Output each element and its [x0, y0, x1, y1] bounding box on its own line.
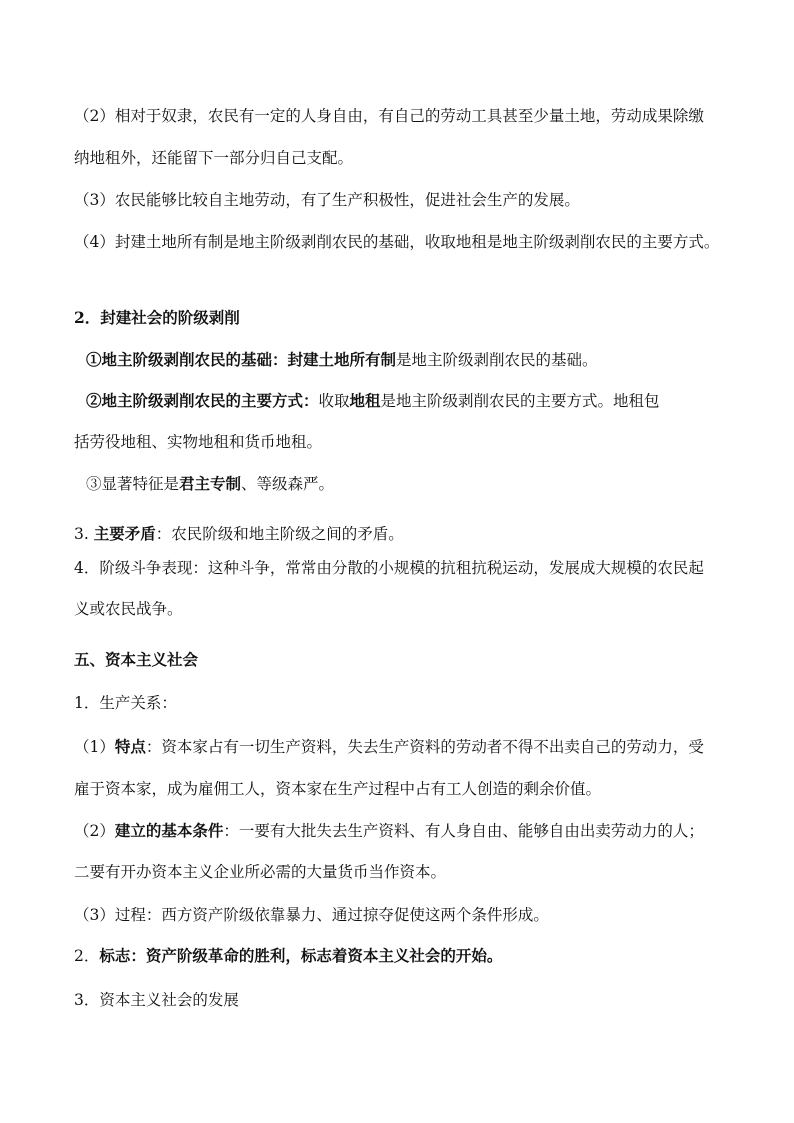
sub-item-2-marker	[74, 946, 734, 966]
circled-item-1	[86, 350, 746, 370]
text-span: 1．生产关系：	[74, 694, 177, 712]
bold-span: 封建土地所有制	[287, 350, 397, 369]
text-span: （3）过程：西方资产阶级依靠暴力、通过掠夺促使这两个条件形成。	[74, 906, 549, 924]
text-span: 是地主阶级剥削农民的主要方式。地租包	[380, 392, 660, 410]
bold-span: ②地主阶级剥削农民的主要方式：	[86, 391, 319, 410]
text-span: （3）农民能够比较自主地劳动，有了生产积极性，促进社会生产的发展。	[74, 191, 580, 209]
text-span: 2．	[74, 947, 100, 965]
sub-item-1b	[74, 821, 734, 841]
bold-span: 标志：资产阶级革命的胜利，标志着资本主义社会的开始。	[99, 946, 503, 965]
text-span: 3.	[74, 525, 94, 543]
text-span: 收取	[318, 392, 350, 410]
text-span: （2）相对于奴隶，农民有一定的人身自由，有自己的劳动工具甚至少量土地，劳动成果除缴	[74, 107, 704, 125]
section-heading-capitalism	[74, 650, 734, 670]
circled-item-3	[86, 474, 746, 494]
text-span: 纳地租外，还能留下一部分归自己支配。	[74, 149, 354, 167]
text-span: 是地主阶级剥削农民的基础。	[396, 351, 598, 369]
sub-item-3-development	[74, 990, 734, 1010]
bold-span: ①地主阶级剥削农民的基础：	[86, 350, 288, 369]
circled-item-2-cont	[74, 432, 734, 452]
sub-item-1b-cont	[74, 862, 734, 882]
text-span: 义或农民战争。	[74, 600, 183, 618]
item-4-class-struggle	[74, 558, 734, 578]
text-span: ：一要有大批失去生产资料、有人身自由、能够自由出卖劳动力的人；	[223, 822, 704, 840]
text-span: 2．封建社会的阶级剥削	[74, 308, 240, 327]
paragraph-item-2-cont	[74, 148, 734, 168]
text-span: 、等级森严。	[241, 475, 335, 493]
circled-item-2	[86, 391, 746, 411]
sub-item-1c	[74, 905, 734, 925]
text-span: （4）封建土地所有制是地主阶级剥削农民的基础，收取地租是地主阶级剥削农民的主要方式。	[74, 233, 720, 251]
bold-span: 地租	[349, 391, 381, 410]
text-span: 3．资本主义社会的发展	[74, 991, 239, 1009]
text-span: 二要有开办资本主义企业所必需的大量货币当作资本。	[74, 863, 447, 881]
text-span: ：农民阶级和地主阶级之间的矛盾。	[155, 525, 404, 543]
sub-item-1a	[74, 737, 734, 757]
heading-class-exploitation	[74, 308, 734, 328]
text-span: （2）	[74, 822, 115, 840]
sub-item-1a-cont	[74, 779, 734, 799]
text-span: 雇于资本家，成为雇佣工人，资本家在生产过程中占有工人创造的剩余价值。	[74, 780, 602, 798]
item-4-class-struggle-cont	[74, 599, 734, 619]
text-span: ：资本家占有一切生产资料，失去生产资料的劳动者不得不出卖自己的劳动力，受	[145, 738, 704, 756]
text-span: （1）	[74, 738, 115, 756]
paragraph-item-3	[74, 190, 734, 210]
paragraph-item-2	[74, 106, 734, 126]
text-span: 五、资本主义社会	[74, 650, 199, 669]
sub-item-1-production-relations	[74, 693, 734, 713]
item-3-main-contradiction	[74, 524, 734, 544]
bold-span: 建立的基本条件	[114, 821, 224, 840]
text-span: 括劳役地租、实物地租和货币地租。	[74, 433, 323, 451]
text-span: ③显著特征是	[86, 475, 180, 493]
text-span: 4．阶级斗争表现：这种斗争，常常由分散的小规模的抗租抗税运动，发展成大规模的农民起	[74, 559, 704, 577]
bold-span: 君主专制	[179, 474, 242, 493]
bold-span: 主要矛盾	[93, 524, 156, 543]
paragraph-item-4	[74, 232, 734, 252]
bold-span: 特点	[114, 737, 146, 756]
